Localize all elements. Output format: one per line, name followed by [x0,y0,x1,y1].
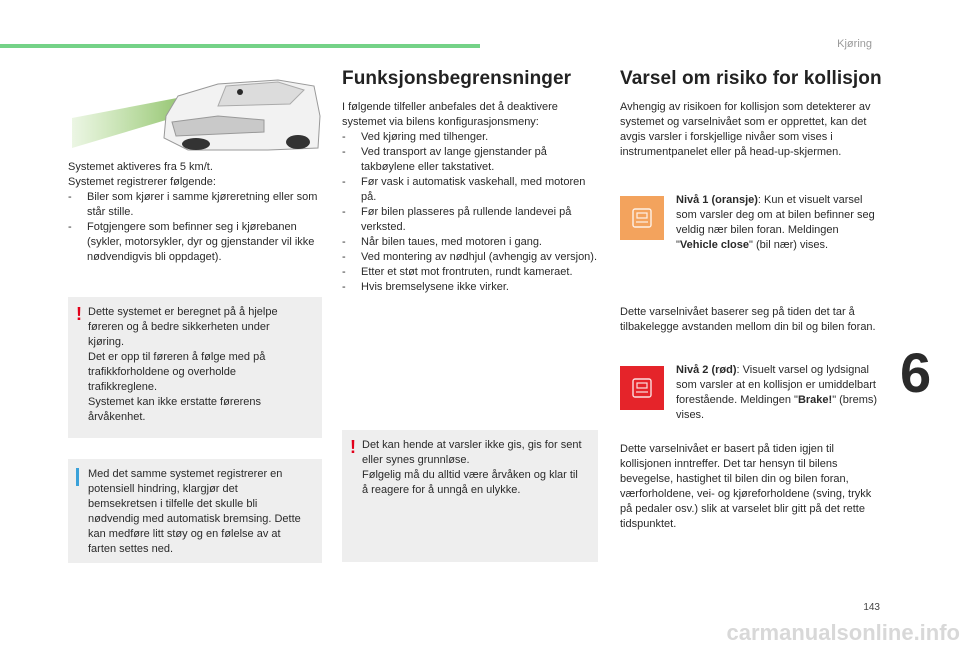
list-item: - Ved kjøring med tilhenger. [342,130,598,145]
note-text: Det kan hende at varsler ikke gis, gis for sent eller synes grunnløse. [362,439,582,466]
level1-basis: Dette varselnivået baserer seg på tiden det tar å tilbakelegge avstanden mellom din bil og bilen foran. [620,306,876,333]
limitations-text [342,100,598,295]
system-intro [68,160,322,265]
list-item: - Når bilen taues, med motoren i gang. [342,235,598,250]
warning-icon: ! [76,304,82,324]
car-camera-illustration [68,76,322,154]
intro-paragraph: I følgende tilfeller anbefales det å deaktivere systemet via bilens konfigurasjonsmeny: [342,101,558,128]
list-item: - Før bilen plasseres på rullende landevei på verksted. [342,205,598,235]
list-item: - Ved transport av lange gjenstander på takbøylene eller takstativet. [342,145,598,175]
level2-badge [620,366,664,410]
level1-badge [620,196,664,240]
level2-text-end: " (brems) vises. [676,394,878,421]
note-text: Det er opp til føreren å følge med på trafikkforholdene og overholde trafikkreglene. [88,351,266,393]
warning-icon: ! [350,437,356,457]
note-text: Systemet kan ikke erstatte førerens årvåkenhet. [88,396,262,423]
level1-description [676,193,878,253]
header-accent-bar [0,44,480,48]
page-number: 143 [863,602,880,613]
note-text: Dette systemet er beregnet på å hjelpe føreren og å bedre sikkerheten under kjøring. [88,306,278,348]
intro-line: Systemet registrerer følgende: [68,176,216,188]
level2-message: Brake! [797,394,833,406]
level2-text: : Visuelt varsel og lydsignal som varsler at en kollisjon er umiddelbart forestående. Meldingen " [676,364,876,406]
warning-note [342,430,598,562]
car-front-illustration [68,76,322,154]
level2-basis: Dette varselnivået er basert på tiden igjen til kollisjonen inntreffer. Det tar hensyn til bilens bevegelse, hastighet til bilen din og bilen foran, værforholdene, vei- og kjøreforholdene (sving, trykk på pedaler osv.) slik at varselet blir gitt på det rette tidspunktet. [620,443,872,530]
level1-label: Nivå 1 (oransje) [676,194,758,206]
level2-description [676,363,878,423]
risk-intro: Avhengig av risikoen for kollisjon som detekterer av systemet og varselnivået som er opprettet, kan det avgis varsler i forskjellige nivåer som vises i instrumentpanelet eller på head-up-skjermen. [620,101,871,158]
watermark: carmanualsonline.info [726,620,960,645]
level1-text: : Kun et visuelt varsel som varsler deg om at bilen befinner seg veldig nær bilen foran. Meldingen " [676,194,875,251]
note-text: Med det samme systemet registrerer en potensiell hindring, klargjør det bemsekretsen i tilfelle det skulle bli nødvendig med automatisk bremsing. Dette kan medføre litt støy og en følelse av at farten settes ned. [88,468,301,555]
level2-label: Nivå 2 (rød) [676,364,737,376]
section-title: Varsel om risiko for kollisjon [620,68,882,89]
list-item: - Fotgjengere som befinner seg i kjørebanen (sykler, motorsykler, dyr og gjenstander vil ikke nødvendigvis bli oppdaget). [68,220,322,265]
level1-message: Vehicle close [679,239,750,251]
list-item: - Hvis bremselysene ikke virker. [342,280,598,295]
info-note [68,459,322,563]
collision-alert-icon [627,203,657,233]
section-header: Kjøring [837,38,872,50]
collision-alert-icon [627,373,657,403]
intro-line: Systemet aktiveres fra 5 km/t. [68,161,213,173]
list-item: - Etter et støt mot frontruten, rundt kameraet. [342,265,598,280]
level1-text-end: " (bil nær) vises. [749,239,829,251]
list-item: - Før vask i automatisk vaskehall, med motoren på. [342,175,598,205]
info-icon [76,468,79,486]
warning-note [68,297,322,438]
chapter-number: 6 [900,341,932,404]
note-text: Følgelig må du alltid være årvåken og klar til å reagere for å unngå en ulykke. [362,469,578,496]
list-item: - Ved montering av nødhjul (avhengig av versjon). [342,250,598,265]
section-title: Funksjonsbegrensninger [342,68,572,89]
list-item: - Biler som kjører i samme kjøreretning eller som står stille. [68,190,322,220]
